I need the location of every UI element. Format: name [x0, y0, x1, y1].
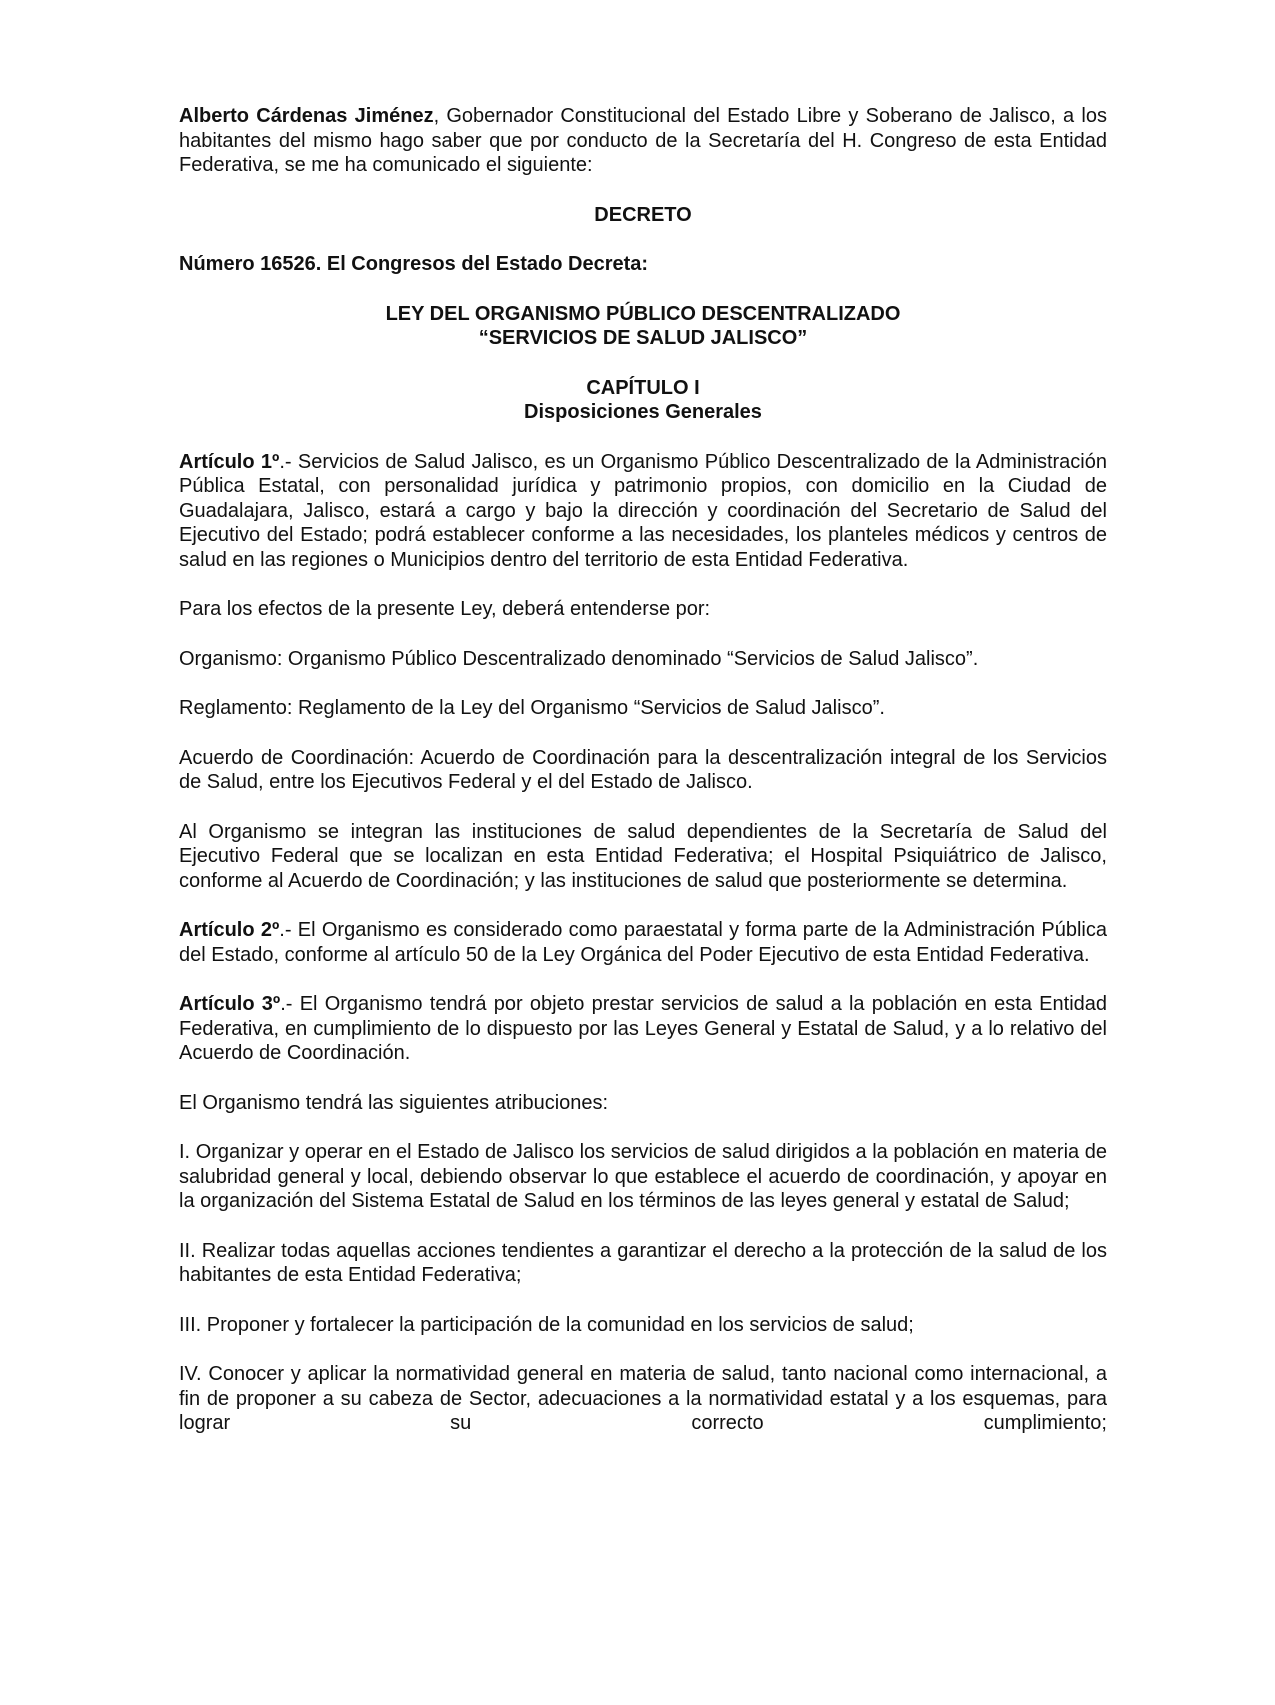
attribution-item: III. Proponer y fortalecer la participación de la comunidad en los servicios de salud;: [179, 1313, 914, 1336]
attribution-item: II. Realizar todas aquellas acciones tendientes a garantizar el derecho a la protección de la salud de los habitantes de esta Entidad Federativa;: [179, 1239, 1107, 1286]
article-3-label: Artículo 3º: [179, 993, 281, 1015]
article-1-text: .- Servicios de Salud Jalisco, es un Organismo Público Descentralizado de la Administración Pública Estatal, con personalidad jurídica y patrimonio propios, con domicilio en la Ciudad de Guadalajara, Jalisco, estará a cargo y bajo la dirección y coordinación del Secretario de Salud del Ejecutivo del Estado; podrá establecer conforme a las necesidades, los planteles médicos y centros de salud en las regiones o Municipios dentro del territorio de esta Entidad Federativa.: [179, 450, 1107, 571]
law-title-line1: LEY DEL ORGANISMO PÚBLICO DESCENTRALIZADO: [385, 302, 901, 325]
law-title-line2: “SERVICIOS DE SALUD JALISCO”: [478, 327, 808, 349]
definition-acuerdo: Acuerdo de Coordinación: Acuerdo de Coordinación para la descentralización integral de los Servicios de Salud, entre los Ejecutivos Federal y el del Estado de Jalisco.: [179, 746, 1107, 793]
article-2-label: Artículo 2º: [179, 919, 280, 941]
article-1-label: Artículo 1º: [179, 450, 280, 473]
chapter-name: Disposiciones Generales: [524, 401, 762, 423]
document-page: [179, 104, 1107, 1461]
decree-heading: DECRETO: [594, 203, 692, 226]
definitions-intro: Para los efectos de la presente Ley, deberá entenderse por:: [179, 598, 711, 620]
chapter-number: CAPÍTULO I: [586, 376, 700, 399]
article-1: [179, 450, 1107, 573]
intro-text: , Gobernador Constitucional del Estado Libre y Soberano de Jalisco, a los habitantes del mismo hago saber que por conducto de la Secretaría del H. Congreso de esta Entidad Federativa, se me ha comunicado el siguiente:: [179, 105, 1107, 176]
law-title: [179, 302, 1107, 351]
governor-name: Alberto Cárdenas Jiménez: [179, 105, 434, 127]
definition-reglamento: Reglamento: Reglamento de la Ley del Organismo “Servicios de Salud Jalisco”.: [179, 697, 885, 719]
article-3: [179, 992, 1107, 1066]
article-2: [179, 918, 1107, 967]
decree-number: Número 16526. El Congresos del Estado Decreta:: [179, 253, 649, 275]
attribution-item: IV. Conocer y aplicar la normatividad general en materia de salud, tanto nacional como internacional, a fin de proponer a su cabeza de Sector, adecuaciones a la normatividad estatal y a los esquemas, para lograr su correcto cumplimiento;: [179, 1363, 1107, 1434]
chapter-heading: [179, 376, 1107, 425]
definition-organismo: Organismo: Organismo Público Descentralizado denominado “Servicios de Salud Jalisco”.: [179, 647, 979, 670]
attribution-item: I. Organizar y operar en el Estado de Jalisco los servicios de salud dirigidos a la población en materia de salubridad general y local, debiendo observar lo que establece el acuerdo de coordinación, y apoyar en la organización del Sistema Estatal de Salud en los términos de las leyes general y estatal de Salud;: [179, 1141, 1107, 1212]
integration-paragraph: Al Organismo se integran las instituciones de salud dependientes de la Secretaría de Salud del Ejecutivo Federal que se localizan en esta Entidad Federativa; el Hospital Psiquiátrico de Jalisco, conforme al Acuerdo de Coordinación; y las instituciones de salud que posteriormente se determina.: [179, 820, 1107, 892]
article-3-text: .- El Organismo tendrá por objeto prestar servicios de salud a la población en esta Entidad Federativa, en cumplimiento de lo dispuesto por las Leyes General y Estatal de Salud, y a lo relativo del Acuerdo de Coordinación.: [179, 993, 1108, 1064]
attributions-intro: El Organismo tendrá las siguientes atribuciones:: [179, 1091, 609, 1114]
intro-paragraph: [179, 104, 1107, 178]
article-2-text: .- El Organismo es considerado como paraestatal y forma parte de la Administración Pública del Estado, conforme al artículo 50 de la Ley Orgánica del Poder Ejecutivo de esta Entidad Federativa.: [179, 919, 1107, 966]
